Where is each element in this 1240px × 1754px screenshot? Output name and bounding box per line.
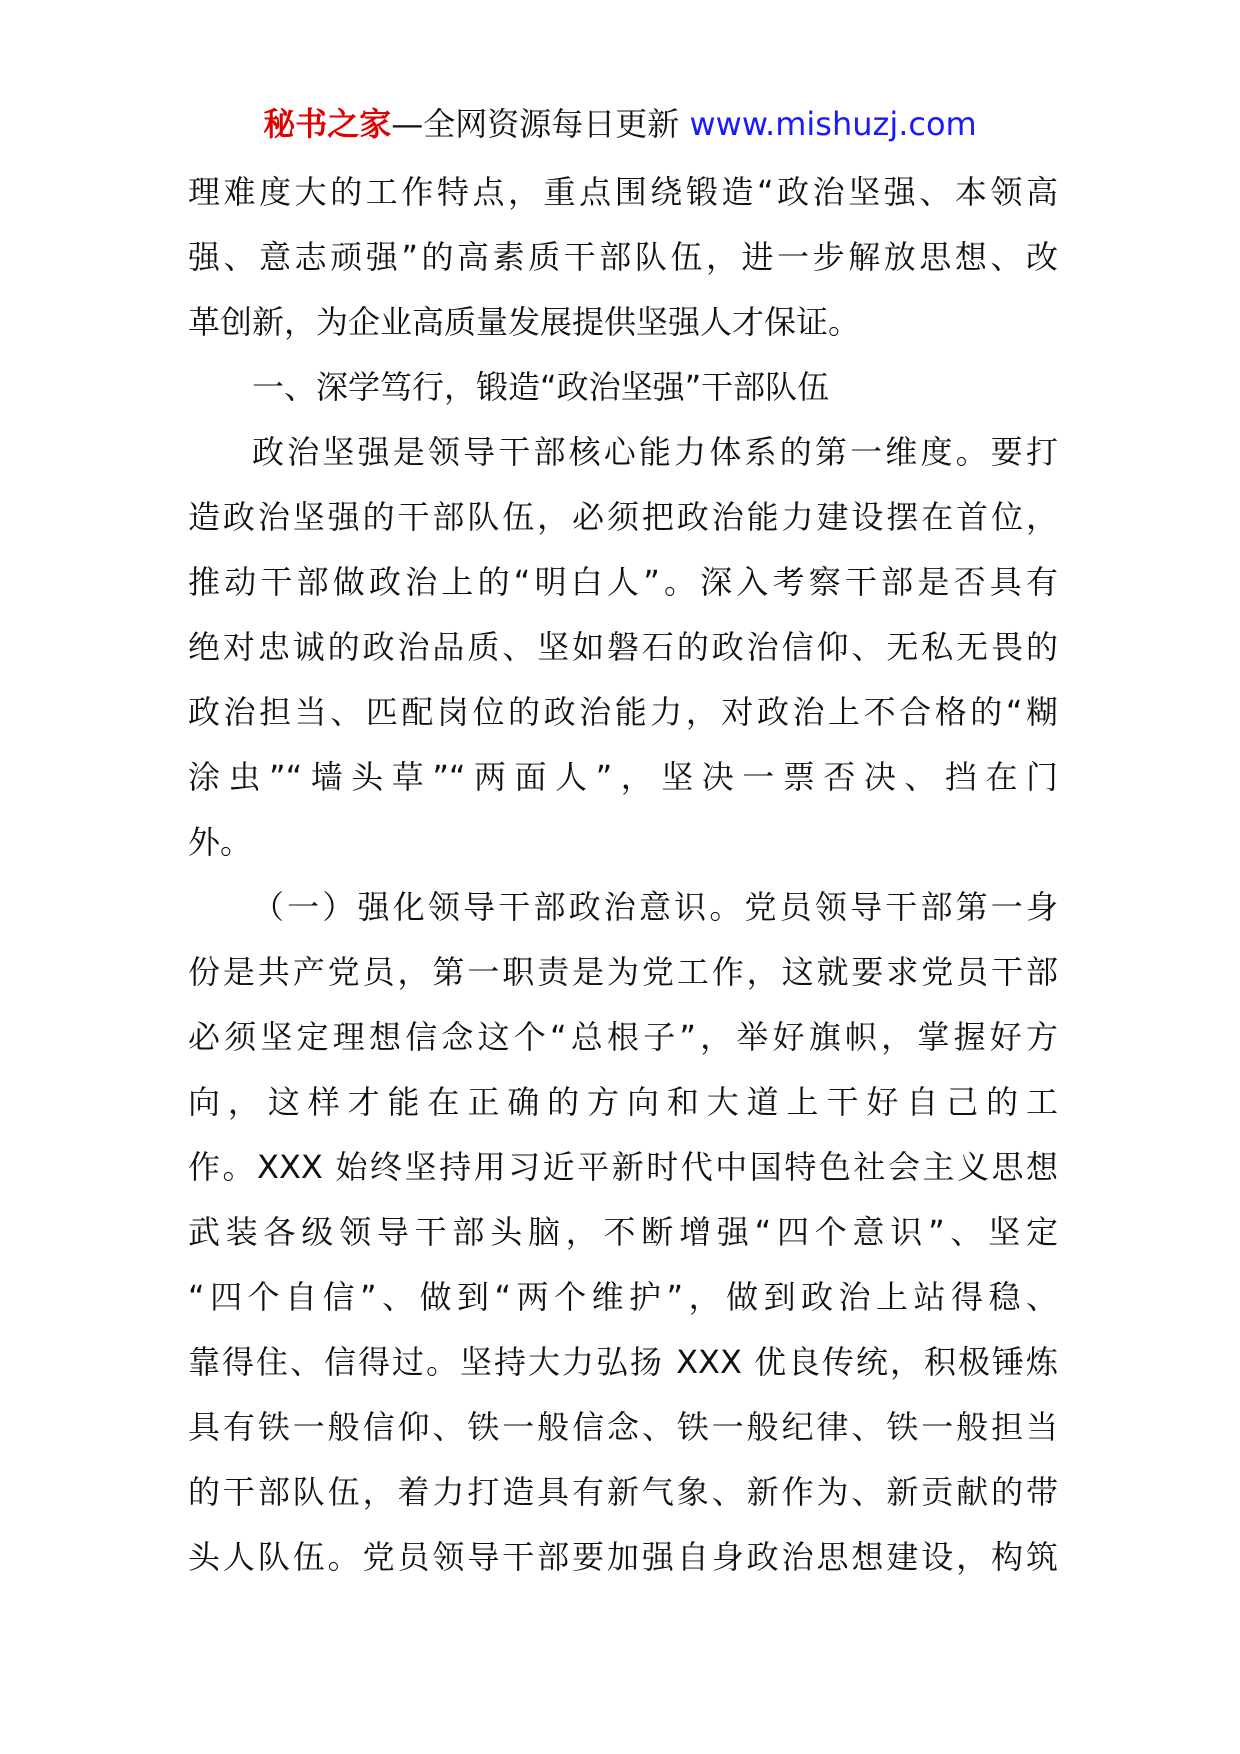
text-line: 强、意志顽强”的高素质干部队伍，进一步解放思想、改 bbox=[188, 238, 1058, 276]
text-line: 造政治坚强的干部队伍，必须把政治能力建设摆在首位， bbox=[188, 498, 1058, 536]
text-line: 外。 bbox=[188, 823, 253, 861]
text-line: “四个自信”、做到“两个维护”，做到政治上站得稳、 bbox=[188, 1278, 1058, 1316]
text-line: 理难度大的工作特点，重点围绕锻造“政治坚强、本领高 bbox=[188, 173, 1058, 211]
text-line: 份是共产党员，第一职责是为党工作，这就要求党员干部 bbox=[188, 953, 1058, 991]
text-line: 作。XXX 始终坚持用习近平新时代中国特色社会主义思想 bbox=[188, 1148, 1058, 1186]
text-line: 具有铁一般信仰、铁一般信念、铁一般纪律、铁一般担当 bbox=[188, 1408, 1058, 1446]
text-line: 武装各级领导干部头脑，不断增强“四个意识”、坚定 bbox=[188, 1213, 1058, 1251]
text-line: 头人队伍。党员领导干部要加强自身政治思想建设，构筑 bbox=[188, 1538, 1058, 1576]
header-tagline: —全网资源每日更新 bbox=[391, 105, 680, 143]
site-url-link[interactable]: www.mishuzj.com bbox=[689, 105, 977, 143]
text-line: 革创新，为企业高质量发展提供坚强人才保证。 bbox=[188, 303, 861, 341]
section-heading: 一、深学笃行，锻造“政治坚强”干部队伍 bbox=[252, 368, 830, 406]
text-line: 向，这样才能在正确的方向和大道上干好自己的工 bbox=[188, 1083, 1058, 1121]
document-body bbox=[188, 160, 1058, 1590]
text-line: 的干部队伍，着力打造具有新气象、新作为、新贡献的带 bbox=[188, 1473, 1058, 1511]
text-line: 政治坚强是领导干部核心能力体系的第一维度。要打 bbox=[252, 433, 1058, 471]
text-line: 涂虫”“墙头草”“两面人”，坚决一票否决、挡在门 bbox=[188, 758, 1058, 796]
subsection-heading: （一）强化领导干部政治意识。党员领导干部第一身 bbox=[252, 888, 1058, 926]
text-line: 必须坚定理想信念这个“总根子”，举好旗帜，掌握好方 bbox=[188, 1018, 1058, 1056]
site-header bbox=[0, 102, 1240, 146]
text-line: 绝对忠诚的政治品质、坚如磐石的政治信仰、无私无畏的 bbox=[188, 628, 1058, 666]
text-line: 靠得住、信得过。坚持大力弘扬 XXX 优良传统，积极锤炼 bbox=[188, 1343, 1058, 1381]
brand-name: 秘书之家 bbox=[263, 105, 392, 143]
text-line: 政治担当、匹配岗位的政治能力，对政治上不合格的“糊 bbox=[188, 693, 1058, 731]
text-line: 推动干部做政治上的“明白人”。深入考察干部是否具有 bbox=[188, 563, 1058, 601]
